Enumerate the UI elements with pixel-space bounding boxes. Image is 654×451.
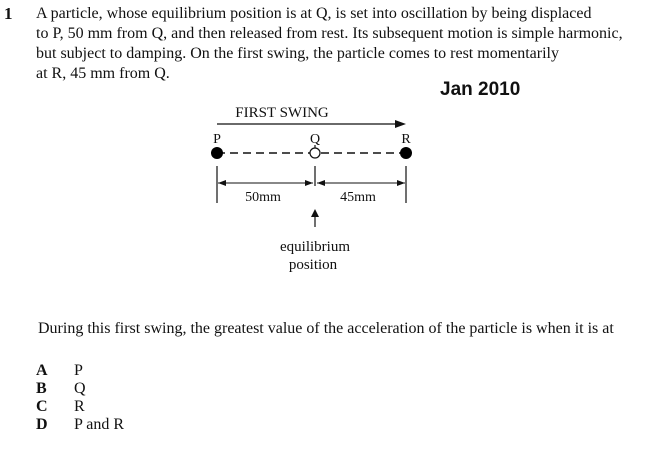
option-text: P bbox=[74, 362, 83, 379]
dimension-qr-label: 45mm bbox=[340, 190, 376, 205]
equilibrium-label-line1: equilibrium bbox=[280, 239, 350, 255]
option-letter: C bbox=[36, 398, 48, 415]
option-b[interactable] bbox=[36, 380, 86, 398]
option-letter: B bbox=[36, 380, 47, 397]
dimension-pq-arrow-right bbox=[305, 180, 313, 186]
option-text: Q bbox=[74, 380, 86, 397]
option-text: P and R bbox=[74, 416, 125, 433]
option-d[interactable] bbox=[36, 416, 124, 434]
first-swing-label: FIRST SWING bbox=[235, 105, 329, 121]
exam-date-tag: Jan 2010 bbox=[440, 79, 521, 100]
dimension-qr-arrow-left bbox=[317, 180, 325, 186]
point-r-marker bbox=[400, 147, 412, 159]
point-q-label: Q bbox=[309, 132, 321, 147]
option-text: R bbox=[74, 398, 85, 415]
dimension-qr-arrow-right bbox=[397, 180, 405, 186]
first-swing-arrowhead bbox=[395, 120, 406, 128]
option-letter: D bbox=[36, 416, 48, 433]
point-p-marker bbox=[211, 147, 223, 159]
question-prompt: During this first swing, the greatest value of the acceleration of the particle is when it is at bbox=[38, 320, 614, 337]
option-a[interactable] bbox=[36, 362, 83, 380]
point-p-label: P bbox=[213, 132, 221, 147]
dimension-pq-arrow-left bbox=[218, 180, 226, 186]
point-r-label: R bbox=[401, 132, 411, 147]
option-letter: A bbox=[36, 362, 48, 379]
point-q-marker bbox=[310, 148, 320, 158]
stem-line: to P, 50 mm from Q, and then released from rest. Its subsequent motion is simple harmonic, bbox=[36, 25, 623, 42]
question-number: 1 bbox=[4, 4, 13, 23]
equilibrium-arrowhead bbox=[311, 209, 319, 217]
stem-line: but subject to damping. On the first swing, the particle comes to rest momentarily bbox=[36, 45, 559, 62]
option-c[interactable] bbox=[36, 398, 85, 416]
stem-line: at R, 45 mm from Q. bbox=[36, 65, 170, 82]
equilibrium-label-line2: position bbox=[288, 257, 338, 273]
stem-line: A particle, whose equilibrium position is at Q, is set into oscillation by being displaced bbox=[36, 5, 592, 22]
dimension-pq-label: 50mm bbox=[245, 190, 281, 205]
